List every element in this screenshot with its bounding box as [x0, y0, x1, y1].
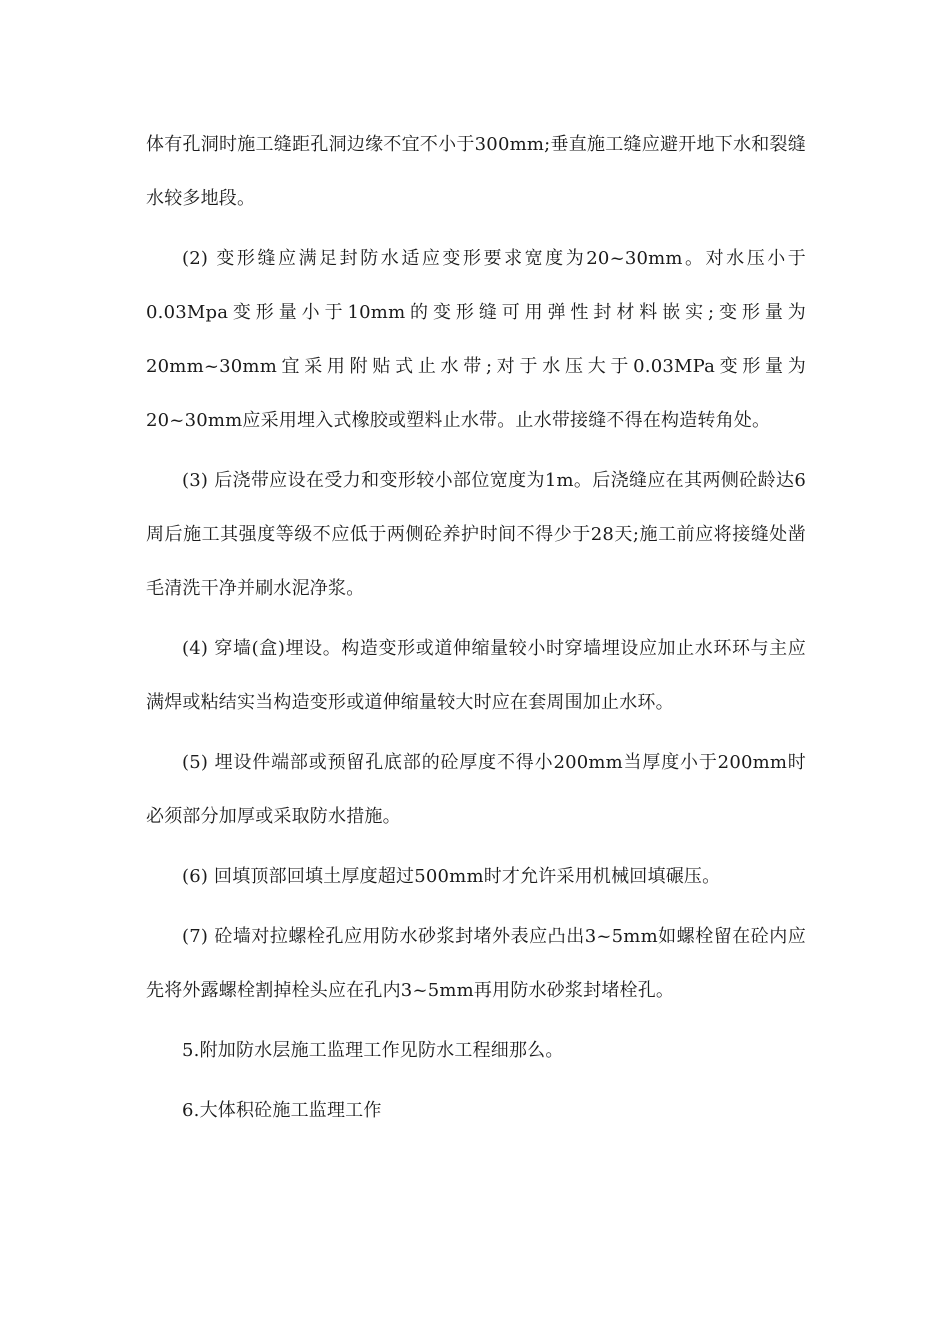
paragraph-continuation: 体有孔洞时施工缝距孔洞边缘不宜不小于300mm;垂直施工缝应避开地下水和裂缝水较多地段。 [146, 134, 806, 209]
paragraph-item-4: (4) 穿墙(盒)埋设。构造变形或道伸缩量较小时穿墙埋设应加止水环环与主应满焊或粘结实当构造变形或道伸缩量较大时应在套周围加止水环。 [146, 638, 806, 713]
paragraph-item-3: (3) 后浇带应设在受力和变形较小部位宽度为1m。后浇缝应在其两侧砼龄达6周后施工其强度等级不应低于两侧砼养护时间不得少于28天;施工前应将接缝处凿毛清洗干净并刷水泥净浆。 [146, 470, 806, 599]
paragraph-item-6: (6) 回填顶部回填土厚度超过500mm时才允许采用机械回填碾压。 [182, 866, 721, 887]
document-page [146, 118, 806, 1144]
paragraph-item-7: (7) 砼墙对拉螺栓孔应用防水砂浆封堵外表应凸出3~5mm如螺栓留在砼内应先将外露螺栓割掉栓头应在孔内3~5mm再用防水砂浆封堵栓孔。 [146, 926, 806, 1001]
paragraph-item-5: (5) 埋设件端部或预留孔底部的砼厚度不得小200mm当厚度小于200mm时必须部分加厚或采取防水措施。 [146, 752, 806, 827]
paragraph-item-2: (2) 变形缝应满足封防水适应变形要求宽度为20~30mm。对水压小于0.03Mpa变形量小于10mm的变形缝可用弹性封材料嵌实;变形量为20mm~30mm宜采用附贴式止水带;对于水压大于0.03MPa变形量为20~30mm应采用埋入式橡胶或塑料止水带。止水带接缝不得在构造转角处。 [146, 248, 806, 431]
section-heading-5: 5.附加防水层施工监理工作见防水工程细那么。 [182, 1040, 564, 1061]
section-heading-6: 6.大体积砼施工监理工作 [182, 1100, 382, 1121]
